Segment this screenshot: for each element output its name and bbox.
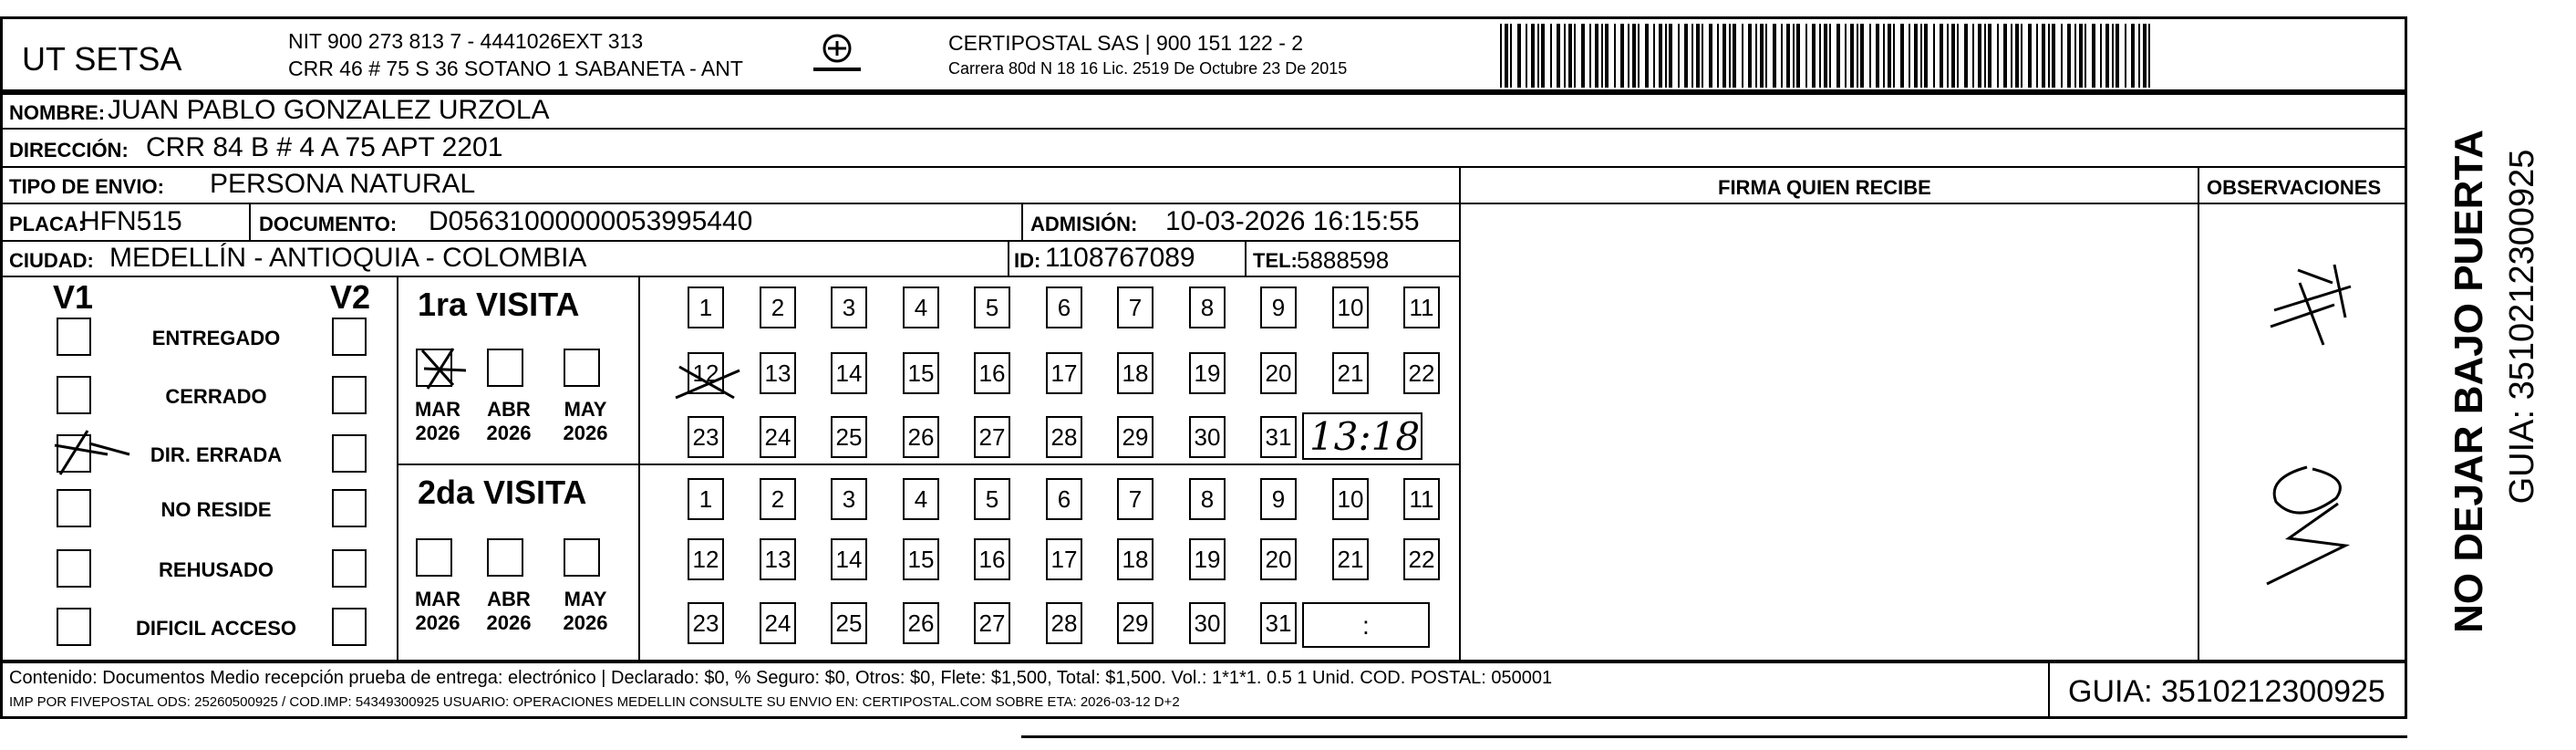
rule <box>2198 166 2199 662</box>
tipo-envio-label: TIPO DE ENVIO: <box>9 175 164 198</box>
day-number: 9 <box>1271 294 1286 321</box>
day-number: 13 <box>764 546 791 573</box>
day-number: 22 <box>1408 546 1435 573</box>
day-number: 15 <box>907 546 935 573</box>
second-visit-day-box[interactable] <box>688 538 724 580</box>
rule <box>0 166 2407 168</box>
footer-print-line: IMP POR FIVEPOSTAL ODS: 25260500925 / COD.IMP: 54349300925 USUARIO: OPERACIONES MEDELLIN CONSULTE SU ENVIO EN: CERTIPOSTAL.COM SOBRE ETA: 2026-03-12 D+2 <box>9 694 1180 710</box>
day-number: 31 <box>1265 423 1292 451</box>
day-number: 4 <box>914 485 928 513</box>
placa-label: PLACA: <box>9 213 86 235</box>
day-number: 24 <box>764 609 791 637</box>
first-visit-year-label: 2026 <box>563 422 608 444</box>
day-number: 11 <box>1409 485 1434 513</box>
rule <box>1459 166 1461 662</box>
day-number: 18 <box>1122 546 1149 573</box>
second-visit-time: : <box>1362 611 1370 640</box>
second-visit-day-box[interactable] <box>974 602 1010 644</box>
first-visit-day-box[interactable] <box>1260 286 1297 328</box>
status-label: REHUSADO <box>159 558 274 581</box>
month-check-mark <box>415 341 470 396</box>
day-number: 22 <box>1408 359 1435 387</box>
second-visit-day-box[interactable] <box>903 538 939 580</box>
rule <box>0 240 1461 242</box>
footer-guia: GUIA: 3510212300925 <box>2068 674 2385 709</box>
v1-checkbox[interactable] <box>57 549 91 588</box>
day-number: 5 <box>985 485 999 513</box>
first-visit-day-box[interactable] <box>1332 286 1369 328</box>
nit-line: NIT 900 273 813 7 - 4441026EXT 313 <box>288 29 644 53</box>
first-visit-day-box[interactable] <box>1189 416 1226 458</box>
first-visit-day-box[interactable] <box>1046 416 1082 458</box>
second-visit-month-label: MAR <box>414 588 461 610</box>
day-number: 1 <box>698 485 713 513</box>
second-visit-day-box[interactable] <box>760 602 796 644</box>
documento-label: DOCUMENTO: <box>259 213 398 235</box>
day-number: 27 <box>978 609 1006 637</box>
day-number: 8 <box>1200 485 1215 513</box>
day-number: 6 <box>1057 294 1071 321</box>
day-number: 20 <box>1265 359 1292 387</box>
first-visit-year-label: 2026 <box>486 422 532 444</box>
v1-checkbox[interactable] <box>57 318 91 356</box>
first-visit-day-box[interactable] <box>1403 352 1440 394</box>
footer-content-line: Contenido: Documentos Medio recepción prueba de entrega: electrónico | Declarado: $0, % Seguro: $0, Otros: $0, Flete: $1,500, Total: $1,500. Vol.: 1*1*1. 0.5 1 Unid. COD. POSTAL: 050001 <box>9 668 1553 688</box>
second-visit-year-label: 2026 <box>415 611 460 634</box>
barcode <box>1500 24 2157 88</box>
placa-value: HFN515 <box>80 206 182 236</box>
address-line: CRR 46 # 75 S 36 SOTANO 1 SABANETA - ANT <box>288 57 743 80</box>
second-visit-month-label: ABR <box>487 588 531 610</box>
day-number: 25 <box>835 423 863 451</box>
rule <box>1008 240 1009 276</box>
day-number: 17 <box>1050 546 1078 573</box>
second-visit-month-label: MAY <box>564 588 607 610</box>
first-visit-month-label: MAY <box>564 398 607 421</box>
second-visit-day-box[interactable] <box>1332 478 1369 520</box>
observation-handwriting-top <box>2243 246 2371 374</box>
tel-label: TEL: <box>1253 249 1298 272</box>
day-number: 1 <box>698 294 713 321</box>
first-visit-day-box[interactable] <box>903 416 939 458</box>
first-visit-day-box[interactable] <box>1117 352 1154 394</box>
second-visit-month-box[interactable] <box>416 538 452 577</box>
rule <box>638 276 640 661</box>
first-visit-day-box[interactable] <box>903 286 939 328</box>
second-visit-day-box[interactable] <box>1189 602 1226 644</box>
first-visit-day-box[interactable] <box>1117 416 1154 458</box>
v1-checkbox[interactable] <box>57 608 91 646</box>
side-guia: GUIA: 3510212300925 <box>2503 149 2541 505</box>
rule <box>249 203 251 240</box>
certipostal-line: CERTIPOSTAL SAS | 900 151 122 - 2 <box>948 31 1304 55</box>
first-visit-day-box[interactable] <box>831 352 867 394</box>
first-visit-day-box[interactable] <box>688 286 724 328</box>
first-visit-day-box[interactable] <box>1260 416 1297 458</box>
day-number: 5 <box>985 294 999 321</box>
day-number: 27 <box>978 423 1006 451</box>
second-visit-day-box[interactable] <box>1189 478 1226 520</box>
day-number: 11 <box>1409 294 1434 321</box>
day-number: 21 <box>1337 546 1364 573</box>
day-number: 30 <box>1194 423 1221 451</box>
rule <box>397 464 1461 465</box>
first-visit-month-box[interactable] <box>487 349 523 387</box>
day-number: 6 <box>1057 485 1071 513</box>
v2-checkbox[interactable] <box>332 376 367 414</box>
second-visit-month-box[interactable] <box>564 538 600 577</box>
tel-value: 5888598 <box>1297 246 1390 274</box>
rule <box>2048 661 2050 719</box>
second-visit-title: 2da VISITA <box>418 474 587 511</box>
second-visit-day-box[interactable] <box>974 538 1010 580</box>
second-visit-day-box[interactable] <box>1189 538 1226 580</box>
second-visit-month-box[interactable] <box>487 538 523 577</box>
status-label: ENTREGADO <box>151 327 281 349</box>
direccion-label: DIRECCIÓN: <box>9 139 129 161</box>
side-notice: NO DEJAR BAJO PUERTA <box>2447 130 2491 633</box>
first-visit-time-box <box>1302 412 1422 460</box>
day-number: 13 <box>764 359 791 387</box>
first-visit-day-box[interactable] <box>831 416 867 458</box>
license-line: Carrera 80d N 18 16 Lic. 2519 De Octubre 23 De 2015 <box>948 59 1348 78</box>
first-visit-day-box[interactable] <box>1332 352 1369 394</box>
day-number: 9 <box>1271 485 1286 513</box>
first-visit-day-box[interactable] <box>1189 352 1226 394</box>
v1-check-mark <box>51 427 133 478</box>
observaciones-header: OBSERVACIONES <box>2207 176 2382 199</box>
v2-checkbox[interactable] <box>332 549 367 588</box>
second-visit-day-box[interactable] <box>688 478 724 520</box>
rule <box>397 276 398 661</box>
first-visit-day-box[interactable] <box>1189 286 1226 328</box>
day-number: 17 <box>1050 359 1078 387</box>
second-visit-day-box[interactable] <box>1046 478 1082 520</box>
day-number: 15 <box>907 359 935 387</box>
second-visit-day-box[interactable] <box>831 478 867 520</box>
second-visit-day-box[interactable] <box>903 478 939 520</box>
day-number: 3 <box>842 485 856 513</box>
day-number: 8 <box>1200 294 1215 321</box>
first-visit-day-box[interactable] <box>760 416 796 458</box>
day-number: 12 <box>692 546 719 573</box>
second-visit-day-box[interactable] <box>1117 478 1154 520</box>
second-visit-day-box[interactable] <box>1403 478 1440 520</box>
second-visit-day-box[interactable] <box>1117 602 1154 644</box>
second-visit-time-box <box>1302 602 1430 648</box>
first-visit-day-box[interactable] <box>974 352 1010 394</box>
company-name: UT SETSA <box>22 40 182 78</box>
day-number: 12 <box>692 359 719 387</box>
day-number: 7 <box>1128 485 1143 513</box>
rule <box>1245 240 1247 276</box>
first-visit-day-box[interactable] <box>760 352 796 394</box>
v1-header: V1 <box>53 278 94 316</box>
day-number: 16 <box>978 546 1006 573</box>
first-visit-month-label: MAR <box>414 398 461 421</box>
day-number: 25 <box>835 609 863 637</box>
day-number: 3 <box>842 294 856 321</box>
rule <box>1021 203 1023 240</box>
v2-header: V2 <box>330 278 371 316</box>
status-label: DIR. ERRADA <box>150 443 283 466</box>
admision-value: 10-03-2026 16:15:55 <box>1165 206 1420 236</box>
first-visit-month-label: ABR <box>487 398 531 421</box>
v2-checkbox[interactable] <box>332 608 367 646</box>
first-visit-day-box[interactable] <box>1046 286 1082 328</box>
first-visit-day-box[interactable] <box>974 416 1010 458</box>
day-number: 31 <box>1265 609 1292 637</box>
first-visit-title: 1ra VISITA <box>418 286 580 323</box>
day-number: 23 <box>692 609 719 637</box>
second-visit-day-box[interactable] <box>1046 602 1082 644</box>
ciudad-value: MEDELLÍN - ANTIOQUIA - COLOMBIA <box>109 243 587 273</box>
first-visit-day-box[interactable] <box>688 416 724 458</box>
ciudad-label: CIUDAD: <box>9 249 94 272</box>
admision-label: ADMISIÓN: <box>1030 213 1138 235</box>
day-number: 19 <box>1194 359 1221 387</box>
rule <box>0 203 2407 204</box>
tipo-envio-value: PERSONA NATURAL <box>210 169 476 199</box>
second-visit-day-box[interactable] <box>1260 602 1297 644</box>
first-visit-day-box[interactable] <box>974 286 1010 328</box>
rule <box>0 128 2407 130</box>
day-number: 20 <box>1265 546 1292 573</box>
first-visit-day-box[interactable] <box>760 286 796 328</box>
first-visit-day-box[interactable] <box>1403 286 1440 328</box>
direccion-value: CRR 84 B # 4 A 75 APT 2201 <box>146 132 503 162</box>
status-label: NO RESIDE <box>160 498 272 521</box>
day-number: 2 <box>771 294 785 321</box>
first-visit-day-box[interactable] <box>1117 286 1154 328</box>
second-visit-day-box[interactable] <box>1332 538 1369 580</box>
day-number: 4 <box>914 294 928 321</box>
second-visit-day-box[interactable] <box>1260 538 1297 580</box>
day-number: 29 <box>1122 423 1149 451</box>
second-visit-day-box[interactable] <box>1117 538 1154 580</box>
rule <box>0 276 1461 277</box>
day-number: 19 <box>1194 546 1221 573</box>
first-visit-time: 13:18 <box>1309 414 1421 459</box>
second-visit-day-box[interactable] <box>903 602 939 644</box>
first-visit-month-box[interactable] <box>564 349 600 387</box>
first-visit-day-box[interactable] <box>1046 352 1082 394</box>
first-visit-year-label: 2026 <box>415 422 460 444</box>
day-number: 16 <box>978 359 1006 387</box>
v2-checkbox[interactable] <box>332 489 367 527</box>
day-cross-mark <box>670 352 743 407</box>
day-number: 28 <box>1050 423 1078 451</box>
certipostal-logo <box>810 33 864 78</box>
nombre-label: NOMBRE: <box>9 101 106 124</box>
second-visit-day-box[interactable] <box>1403 538 1440 580</box>
v2-checkbox[interactable] <box>332 318 367 356</box>
nombre-value: JUAN PABLO GONZALEZ URZOLA <box>108 95 550 125</box>
status-label: DIFICIL ACCESO <box>135 617 296 640</box>
day-number: 26 <box>907 609 935 637</box>
second-visit-day-box[interactable] <box>760 538 796 580</box>
id-value: 1108767089 <box>1045 243 1195 273</box>
day-number: 14 <box>835 546 863 573</box>
v2-checkbox[interactable] <box>332 434 367 473</box>
day-number: 14 <box>835 359 863 387</box>
day-number: 23 <box>692 423 719 451</box>
day-number: 7 <box>1128 294 1143 321</box>
second-visit-day-box[interactable] <box>1260 478 1297 520</box>
day-number: 30 <box>1194 609 1221 637</box>
first-visit-day-box[interactable] <box>1260 352 1297 394</box>
day-number: 10 <box>1337 294 1364 321</box>
first-visit-day-box[interactable] <box>903 352 939 394</box>
second-visit-day-box[interactable] <box>831 602 867 644</box>
v1-checkbox[interactable] <box>57 376 91 414</box>
firma-header: FIRMA QUIEN RECIBE <box>1718 176 1931 199</box>
day-number: 18 <box>1122 359 1149 387</box>
day-number: 2 <box>771 485 785 513</box>
second-visit-day-box[interactable] <box>831 538 867 580</box>
second-visit-day-box[interactable] <box>1046 538 1082 580</box>
day-number: 29 <box>1122 609 1149 637</box>
second-visit-day-box[interactable] <box>760 478 796 520</box>
v1-checkbox[interactable] <box>57 489 91 527</box>
second-visit-year-label: 2026 <box>563 611 608 634</box>
second-visit-year-label: 2026 <box>486 611 532 634</box>
id-label: ID: <box>1014 249 1041 272</box>
day-number: 21 <box>1337 359 1364 387</box>
bottom-rule <box>1021 735 2407 738</box>
documento-value: D05631000000053995440 <box>429 206 753 236</box>
first-visit-day-box[interactable] <box>831 286 867 328</box>
observation-handwriting-bottom <box>2243 456 2371 602</box>
second-visit-day-box[interactable] <box>688 602 724 644</box>
day-number: 28 <box>1050 609 1078 637</box>
day-number: 10 <box>1337 485 1364 513</box>
day-number: 24 <box>764 423 791 451</box>
day-number: 26 <box>907 423 935 451</box>
second-visit-day-box[interactable] <box>974 478 1010 520</box>
status-label: CERRADO <box>165 385 267 408</box>
